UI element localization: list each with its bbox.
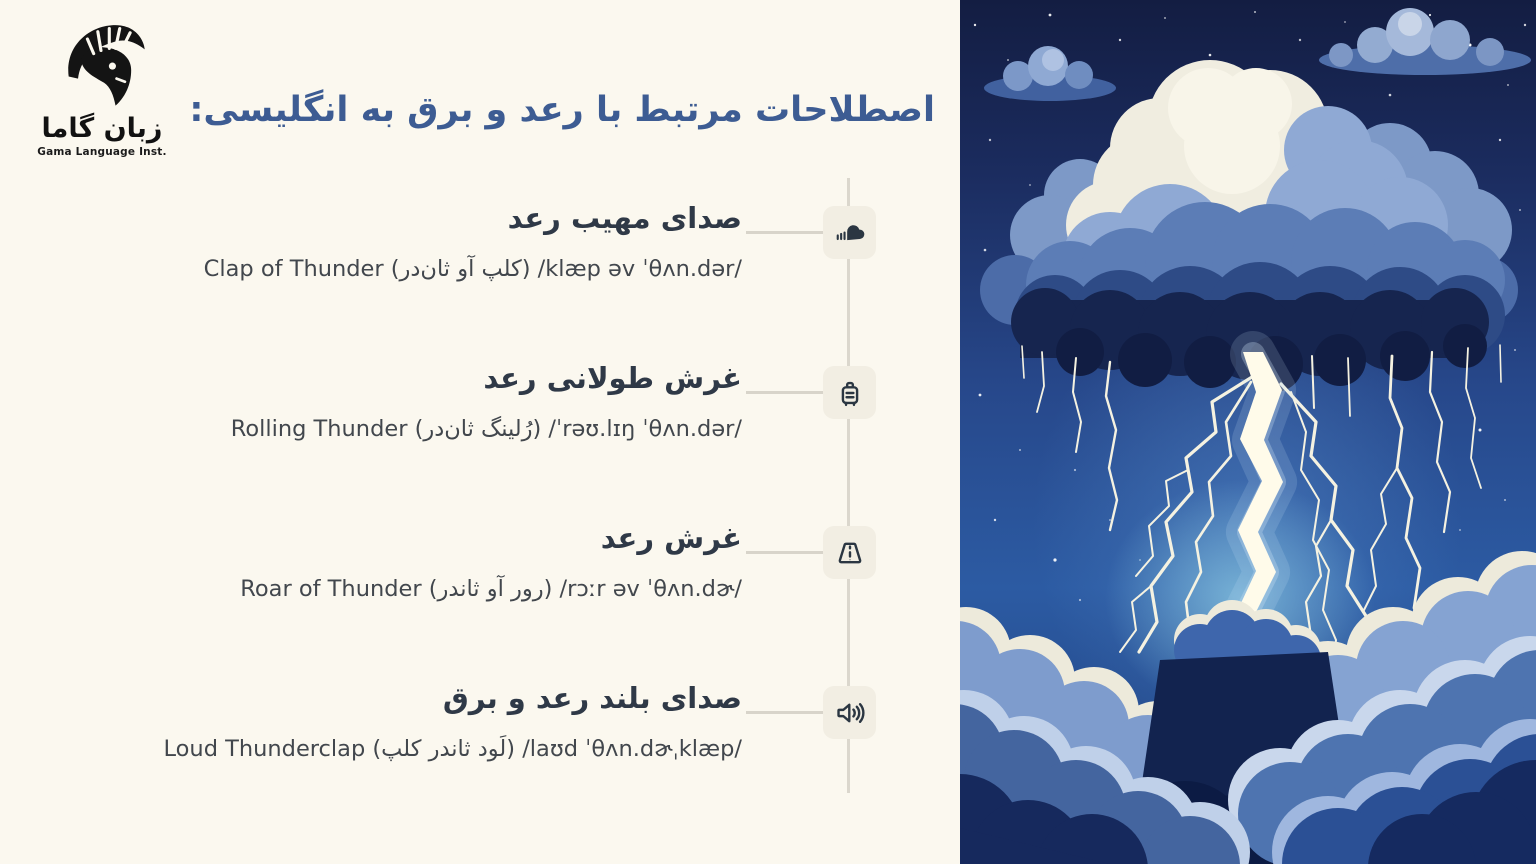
helmet-logo-icon — [52, 14, 152, 114]
icon-tile — [823, 526, 876, 579]
list-item — [231, 358, 742, 442]
item-term: Loud Thunderclap (لَود ثاندر کلپ) /laʊd ˈθʌn.dɚˌklæp/ — [163, 736, 742, 762]
page-title: اصطلاحات مرتبط با رعد و برق به انگلیسی: — [189, 90, 935, 130]
list-item — [240, 518, 742, 602]
connector-line — [746, 391, 823, 394]
icon-tile — [823, 366, 876, 419]
list-item — [164, 678, 742, 762]
luggage-icon — [833, 376, 867, 410]
speaker-icon — [833, 696, 867, 730]
road-icon — [833, 536, 867, 570]
brand-name-farsi: زبان گاما — [41, 113, 163, 144]
list-item — [204, 198, 742, 282]
brand-name-english: Gama Language Inst. — [37, 146, 167, 158]
connector-line — [746, 551, 823, 554]
logo — [24, 14, 180, 158]
connector-line — [746, 711, 823, 714]
item-heading: صدای بلند رعد و برق — [442, 681, 742, 715]
icon-tile — [823, 686, 876, 739]
item-heading: غرش طولانی رعد — [483, 361, 742, 395]
storm-illustration — [960, 0, 1536, 864]
cloud-icon — [833, 216, 867, 250]
item-term: Clap of Thunder (کلپ آو ثان‌در) /klæp əv ˈθʌn.dər/ — [203, 256, 742, 282]
item-term: Roar of Thunder (رور آو ثاندر) /rɔːr əv ˈθʌn.dɚ/ — [240, 576, 742, 602]
item-term: Rolling Thunder (رُلینگ ثان‌در) /ˈrəʊ.lɪŋ ˈθʌn.dər/ — [230, 416, 742, 442]
item-heading: غرش رعد — [600, 521, 742, 555]
icon-tile — [823, 206, 876, 259]
item-heading: صدای مهیب رعد — [507, 201, 742, 235]
connector-line — [746, 231, 823, 234]
